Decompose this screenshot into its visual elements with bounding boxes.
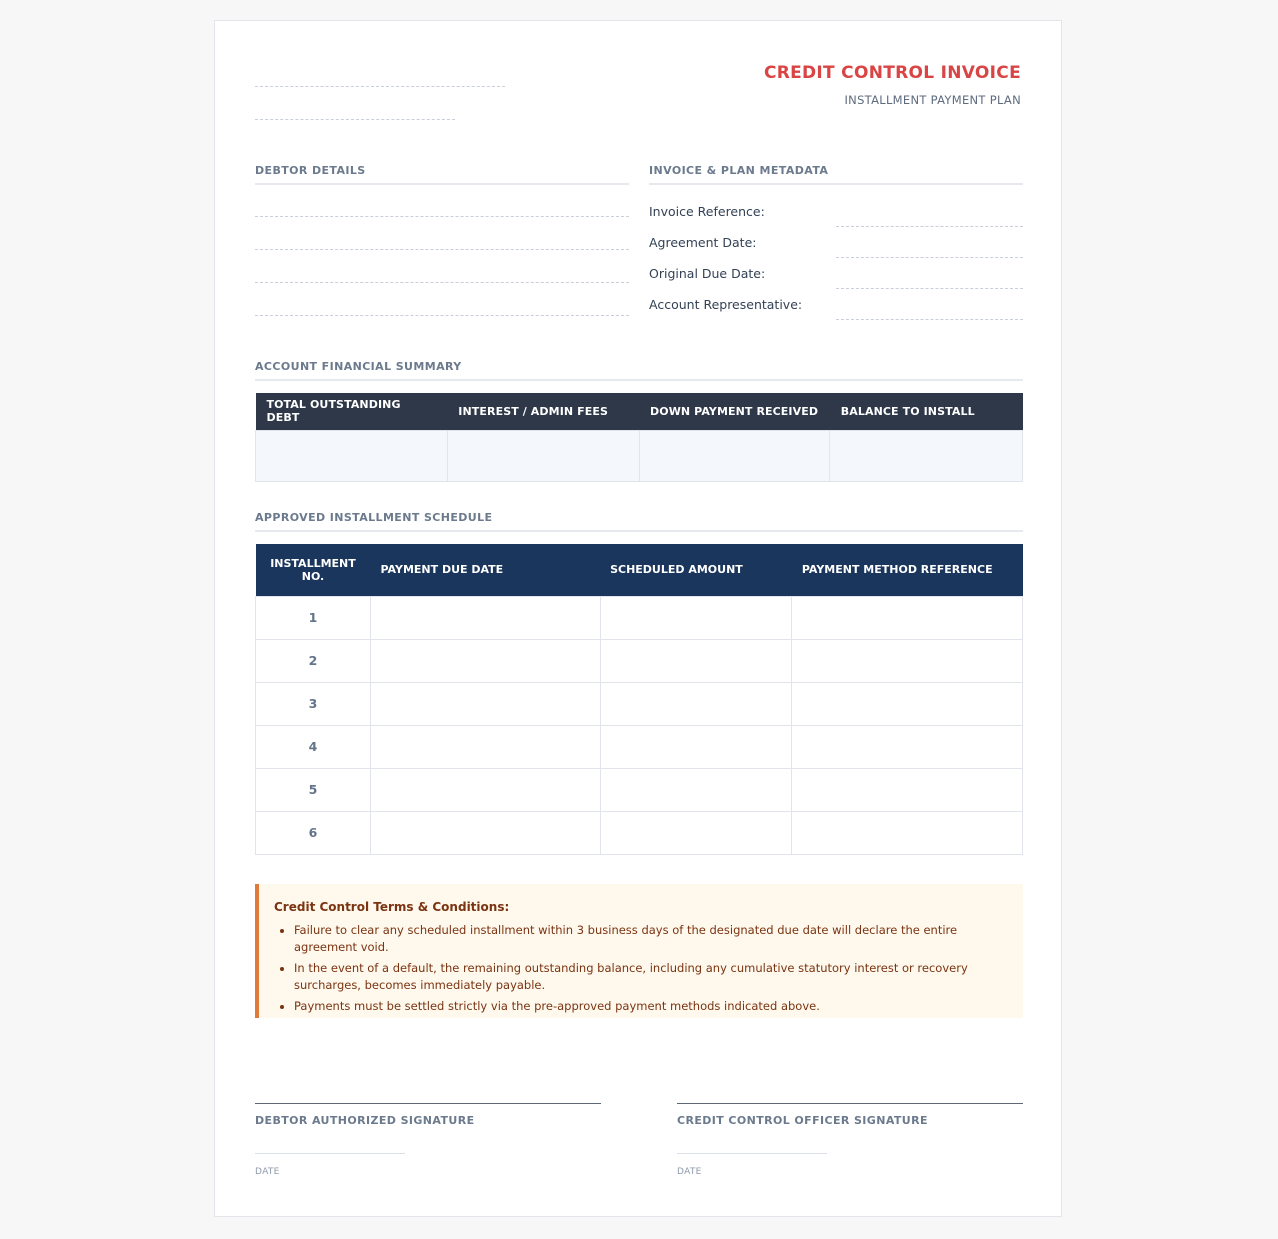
debtor-signature-label: DEBTOR AUTHORIZED SIGNATURE (255, 1114, 475, 1127)
company-address-line[interactable] (255, 119, 455, 120)
payment-due-date-cell[interactable] (370, 725, 600, 768)
debtor-line-2[interactable] (255, 249, 629, 250)
installment-number: 1 (256, 596, 371, 639)
installment-number: 4 (256, 725, 371, 768)
scheduled-amount-cell[interactable] (600, 768, 792, 811)
payment-due-date-cell[interactable] (370, 811, 600, 854)
metadata-heading: INVOICE & PLAN METADATA (649, 164, 1023, 185)
officer-signature-line[interactable] (677, 1103, 1023, 1104)
payment-due-date-cell[interactable] (370, 682, 600, 725)
original-due-date-label: Original Due Date: (649, 266, 766, 281)
scheduled-amount-cell[interactable] (600, 811, 792, 854)
installment-no-header: INSTALLMENT NO. (256, 544, 371, 596)
down-payment-received-cell[interactable] (639, 430, 830, 481)
agreement-date-field[interactable] (836, 257, 1023, 258)
list-item: • Payments must be settled strictly via the pre-approved payment methods indicated above. (294, 998, 1003, 1015)
debtor-date-label: DATE (255, 1167, 280, 1177)
scheduled-amount-cell[interactable] (600, 596, 792, 639)
terms-title: Credit Control Terms & Conditions: (274, 900, 510, 914)
payment-method-reference-cell[interactable] (792, 682, 1023, 725)
payment-method-reference-cell[interactable] (792, 725, 1023, 768)
balance-to-install-cell[interactable] (830, 430, 1023, 481)
list-item: • Failure to clear any scheduled installment within 3 business days of the designated due date will declare the entire agreement void. (294, 922, 1003, 956)
payment-due-date-header: PAYMENT DUE DATE (370, 544, 600, 596)
table-row (256, 639, 1023, 682)
original-due-date-field[interactable] (836, 288, 1023, 289)
table-row (256, 596, 1023, 639)
financial-summary-heading: ACCOUNT FINANCIAL SUMMARY (255, 360, 1023, 381)
installment-number: 5 (256, 768, 371, 811)
scheduled-amount-cell[interactable] (600, 682, 792, 725)
scheduled-amount-cell[interactable] (600, 725, 792, 768)
table-row (256, 811, 1023, 854)
debtor-signature-line[interactable] (255, 1103, 601, 1104)
invoice-reference-label: Invoice Reference: (649, 204, 765, 219)
debtor-date-line[interactable] (255, 1153, 405, 1154)
account-representative-field[interactable] (836, 319, 1023, 320)
interest-admin-fees-header: INTEREST / ADMIN FEES (447, 393, 639, 430)
table-row (256, 682, 1023, 725)
payment-method-reference-cell[interactable] (792, 811, 1023, 854)
officer-date-line[interactable] (677, 1153, 827, 1154)
payment-method-reference-cell[interactable] (792, 639, 1023, 682)
table-row (256, 768, 1023, 811)
terms-list (274, 922, 1003, 1015)
invoice-page (214, 20, 1062, 1217)
officer-date-label: DATE (677, 1167, 702, 1177)
payment-due-date-cell[interactable] (370, 596, 600, 639)
total-outstanding-debt-cell[interactable] (256, 430, 448, 481)
account-representative-label: Account Representative: (649, 297, 803, 312)
installment-number: 3 (256, 682, 371, 725)
down-payment-received-header: DOWN PAYMENT RECEIVED (639, 393, 830, 430)
list-item: • In the event of a default, the remaining outstanding balance, including any cumulative statutory interest or recovery surcharges, becomes immediately payable. (294, 960, 1003, 994)
document-title: CREDIT CONTROL INVOICE (763, 63, 1021, 83)
installment-number: 2 (256, 639, 371, 682)
agreement-date-label: Agreement Date: (649, 235, 757, 250)
company-name-line[interactable] (255, 86, 505, 87)
balance-to-install-header: BALANCE TO INSTALL (830, 393, 1023, 430)
payment-method-reference-cell[interactable] (792, 768, 1023, 811)
interest-admin-fees-cell[interactable] (447, 430, 639, 481)
debtor-line-4[interactable] (255, 315, 629, 316)
scheduled-amount-header: SCHEDULED AMOUNT (600, 544, 792, 596)
total-outstanding-debt-header: TOTAL OUTSTANDING DEBT (256, 393, 448, 430)
debtor-line-1[interactable] (255, 216, 629, 217)
payment-due-date-cell[interactable] (370, 639, 600, 682)
installment-number: 6 (256, 811, 371, 854)
payment-method-reference-cell[interactable] (792, 596, 1023, 639)
financial-summary-table (255, 393, 1023, 482)
debtor-details-heading: DEBTOR DETAILS (255, 164, 629, 185)
officer-signature-label: CREDIT CONTROL OFFICER SIGNATURE (677, 1114, 928, 1127)
invoice-reference-field[interactable] (836, 226, 1023, 227)
terms-box (255, 884, 1023, 1018)
table-row (256, 725, 1023, 768)
document-subtitle: INSTALLMENT PAYMENT PLAN (844, 93, 1021, 107)
debtor-line-3[interactable] (255, 282, 629, 283)
scheduled-amount-cell[interactable] (600, 639, 792, 682)
installment-schedule-heading: APPROVED INSTALLMENT SCHEDULE (255, 511, 1023, 532)
payment-method-reference-header: PAYMENT METHOD REFERENCE (792, 544, 1023, 596)
installment-schedule-table (255, 544, 1023, 855)
payment-due-date-cell[interactable] (370, 768, 600, 811)
